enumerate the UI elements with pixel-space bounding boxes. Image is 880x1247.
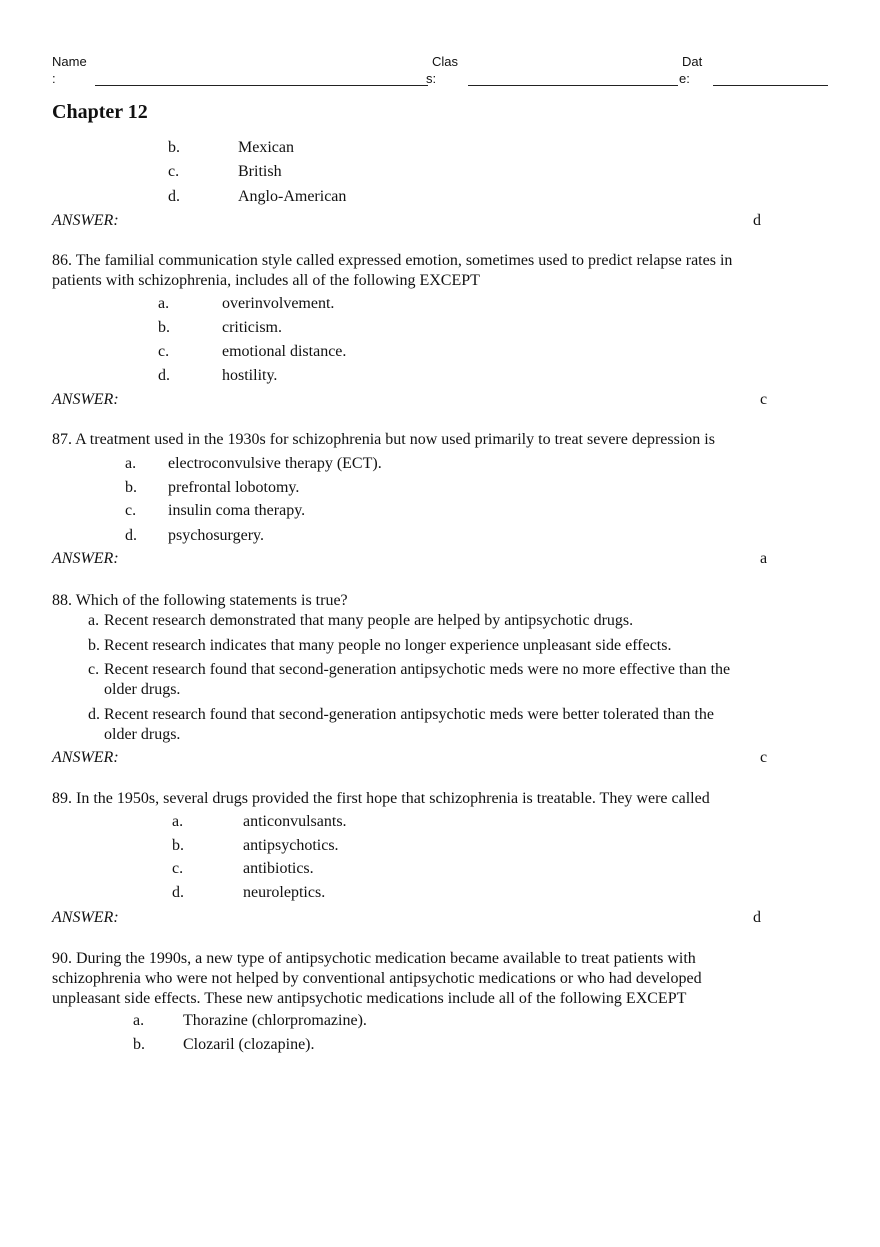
answer-label: ANSWER: — [52, 749, 119, 766]
option-letter: c. — [168, 163, 180, 180]
answer-label: ANSWER: — [52, 212, 119, 229]
name-underline[interactable] — [95, 85, 428, 86]
option-text: neuroleptics. — [243, 884, 326, 901]
option-text: psychosurgery. — [168, 527, 264, 544]
option-letter: a. — [158, 295, 170, 312]
option-letter: a. — [172, 813, 184, 830]
chapter-title: Chapter 12 — [52, 101, 148, 123]
option-text: anticonvulsants. — [243, 813, 347, 830]
class-label-end: s: — [426, 71, 437, 86]
option-letter: b. — [168, 139, 180, 156]
option-text-cont: older drugs. — [104, 681, 181, 698]
answer-value: d — [753, 909, 761, 926]
option-text: Recent research demonstrated that many people are helped by antipsychotic drugs. — [104, 612, 634, 629]
question-text: schizophrenia who were not helped by conventional antipsychotic medications or who had developed — [52, 970, 702, 987]
option-text: antipsychotics. — [243, 837, 339, 854]
answer-value: c — [760, 749, 768, 766]
option-text: Clozaril (clozapine). — [183, 1036, 315, 1053]
option-letter: c. — [125, 502, 137, 519]
name-label: Name — [52, 54, 87, 69]
option-text: Recent research found that second-generation antipsychotic meds were no more effective than the — [104, 661, 731, 678]
option-letter: d. — [125, 527, 137, 544]
option-text: Anglo-American — [238, 188, 347, 205]
question-text: 90. During the 1990s, a new type of antipsychotic medication became available to treat patients with — [52, 950, 696, 967]
answer-value: c — [760, 391, 768, 408]
answer-value: a — [760, 550, 768, 567]
option-text: Recent research indicates that many people no longer experience unpleasant side effects. — [104, 637, 672, 654]
option-letter: d. — [172, 884, 184, 901]
option-letter: c. — [158, 343, 170, 360]
option-letter: a. — [125, 455, 137, 472]
option-letter: b. — [172, 837, 184, 854]
option-text: Mexican — [238, 139, 294, 156]
date-label: Dat — [682, 54, 703, 69]
option-text-cont: older drugs. — [104, 726, 181, 743]
option-letter: b. — [133, 1036, 145, 1053]
option-text: prefrontal lobotomy. — [168, 479, 300, 496]
answer-label: ANSWER: — [52, 909, 119, 926]
question-text: 86. The familial communication style called expressed emotion, sometimes used to predict relapse rates in — [52, 252, 733, 269]
question-text: unpleasant side effects. These new antipsychotic medications include all of the following EXCEPT — [52, 990, 687, 1007]
option-letter: a. — [88, 612, 100, 629]
class-underline[interactable] — [468, 85, 678, 86]
answer-label: ANSWER: — [52, 550, 119, 567]
option-text: insulin coma therapy. — [168, 502, 306, 519]
option-letter: d. — [158, 367, 170, 384]
answer-label: ANSWER: — [52, 391, 119, 408]
option-text: emotional distance. — [222, 343, 347, 360]
option-letter: d. — [88, 706, 100, 723]
option-letter: c. — [172, 860, 184, 877]
option-text: electroconvulsive therapy (ECT). — [168, 455, 382, 472]
option-text: criticism. — [222, 319, 282, 336]
class-label: Clas — [432, 54, 459, 69]
option-letter: d. — [168, 188, 180, 205]
option-text: Thorazine (chlorpromazine). — [183, 1012, 367, 1029]
name-label-colon: : — [52, 71, 56, 86]
option-text: hostility. — [222, 367, 278, 384]
question-text: 88. Which of the following statements is true? — [52, 592, 348, 609]
option-text: British — [238, 163, 282, 180]
question-text: 89. In the 1950s, several drugs provided the first hope that schizophrenia is treatable. They were called — [52, 790, 710, 807]
question-text: 87. A treatment used in the 1930s for schizophrenia but now used primarily to treat severe depression is — [52, 431, 715, 448]
option-text: overinvolvement. — [222, 295, 335, 312]
option-letter: b. — [125, 479, 137, 496]
option-text: Recent research found that second-generation antipsychotic meds were better tolerated than the — [104, 706, 714, 723]
option-letter: a. — [133, 1012, 145, 1029]
option-letter: b. — [158, 319, 170, 336]
option-letter: c. — [88, 661, 100, 678]
option-text: antibiotics. — [243, 860, 314, 877]
option-letter: b. — [88, 637, 100, 654]
answer-value: d — [753, 212, 761, 229]
question-text: patients with schizophrenia, includes all of the following EXCEPT — [52, 272, 480, 289]
date-label-end: e: — [679, 71, 690, 86]
date-underline[interactable] — [713, 85, 828, 86]
